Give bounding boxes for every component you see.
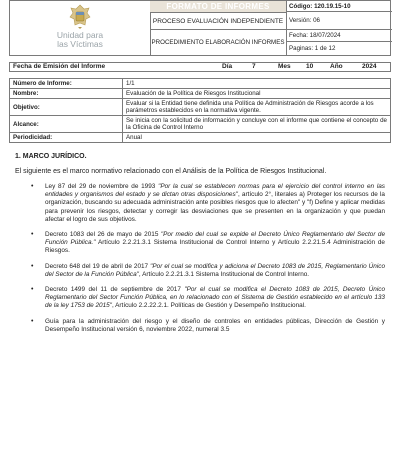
table-row <box>10 99 391 116</box>
info-key: Objetivo: <box>10 99 123 116</box>
info-value: Evaluar si la Entidad tiene definida una Política de Administración de Riesgos acorde a los parámetros establecidos en la normativa vigente. <box>123 99 391 116</box>
day-value: 7 <box>252 63 256 70</box>
list-item <box>9 231 393 256</box>
legal-framework-list <box>9 183 393 334</box>
logo-wordmark <box>10 31 150 49</box>
info-key: Número de Informe: <box>10 79 123 89</box>
list-item <box>9 286 393 311</box>
law-detail: , Artículo 2.2.22.2.1. Políticas de Gestión y Desempeño Institucional. <box>111 302 306 310</box>
bullet-glyph: • <box>31 262 34 270</box>
law-quote: "Por medio del cual se expide el Decreto Único Reglamentario del Sector de Función Pública." <box>45 231 385 247</box>
law-lead: Ley 87 del 29 de noviembre de 1993 <box>45 183 159 190</box>
section-heading: 1. MARCO JURÍDICO. <box>15 153 87 160</box>
year-value: 2024 <box>362 63 377 70</box>
month-value: 10 <box>306 63 314 70</box>
doc-version: Versión: 06 <box>286 12 392 30</box>
info-value: Anual <box>123 133 391 143</box>
law-lead: Guía para la administración del riesgo y el diseño de controles en entidades públicas, Dirección de Gestión y Desempeño Institucional versión 6, noviembre 2022, numeral 3.5 <box>45 317 385 333</box>
coat-of-arms-logo <box>60 4 100 30</box>
info-value: Se inicia con la solicitud de información y concluye con el informe que contiene el concepto de la Oficina de Control Interno <box>123 116 391 133</box>
logo-cell <box>10 1 151 55</box>
doc-pages: Paginas: 1 de 12 <box>289 45 336 52</box>
table-row <box>10 89 391 99</box>
info-key: Nombre: <box>10 89 123 99</box>
doc-date: Fecha: 18/07/2024 <box>286 30 392 42</box>
bullet-glyph: • <box>31 231 34 239</box>
law-quote: "Por el cual se modifica el Decreto 1083 de 2015, Decreto Único Reglamentario del Sector Función Pública, en lo relacionado con el Sistema de Gestión establecido en el artículo 133 de la ley 1753 de 2015" <box>45 286 385 310</box>
info-value: Evaluación de la Política de Riesgos Institucional <box>123 89 391 99</box>
law-detail: , artículo 2°, literales a) Proteger los recursos de la organización, buscando su adecuada administración ante posibles riesgos que lo afecten" y "f) Define y aplicar medidas para prevenir los riesgos, detectar y corregir las desviaciones que se presenten en la organización y que puedan afectar el logro de sus objetivos. <box>45 191 385 223</box>
law-lead: Decreto 1083 del 26 de mayo de 2015 <box>45 231 161 239</box>
logo-line-2: las Víctimas <box>57 39 103 49</box>
list-item <box>9 318 393 334</box>
info-key: Alcance: <box>10 116 123 133</box>
intro-paragraph: El siguiente es el marco normativo relacionado con el Análisis de la Política de Riesgos Institucional. <box>15 168 327 175</box>
procedure-name: PROCEDIMIENTO ELABORACIÓN INFORMES <box>151 39 285 46</box>
document-page <box>9 0 393 341</box>
emission-date-row <box>9 62 391 72</box>
report-info-table <box>9 78 391 143</box>
list-item <box>9 183 393 224</box>
bullet-glyph: • <box>31 317 34 325</box>
bullet-glyph: • <box>31 286 34 294</box>
table-row <box>10 116 391 133</box>
day-label: Día <box>222 63 233 70</box>
year-label: Año <box>330 63 343 70</box>
month-label: Mes <box>278 63 291 70</box>
law-quote: "Por el cual se modifica y adiciona el Decreto 1083 de 2015, Reglamentario Único del Sector de la Función Pública" <box>45 262 386 278</box>
doc-code: Código: 120.19.15-10 <box>286 1 392 12</box>
law-quote: "Por la cual se establecen normas para el ejercicio del control interno en las entidades y organismos del estado y se dictan otras disposiciones" <box>45 183 385 199</box>
info-value: 1/1 <box>123 79 391 89</box>
law-lead: Decreto 1499 del 11 de septiembre de 2017 <box>45 286 185 294</box>
law-detail: , Artículo 2.2.21.3.1 Sistema Institucional de Control Interno. <box>138 270 310 278</box>
header-right <box>286 1 392 55</box>
format-title: FORMATO DE INFORMES <box>150 1 286 12</box>
bullet-glyph: • <box>31 183 34 190</box>
table-row <box>10 133 391 143</box>
process-name: PROCESO EVALUACIÓN INDEPENDIENTE <box>150 12 286 30</box>
info-key: Periodicidad: <box>10 133 123 143</box>
document-header <box>9 0 391 56</box>
logo-line-1: Unidad para <box>56 30 104 40</box>
header-middle <box>150 1 287 55</box>
list-item <box>9 263 393 279</box>
law-detail: Artículo 2.2.21.3.1 Sistema Institucional de Control Interno y Artículo 2.2.21.5.4 Administración de Riesgos. <box>45 239 385 255</box>
table-row <box>10 79 391 89</box>
law-lead: Decreto 648 del 19 de abril de 2017 <box>45 262 151 270</box>
emission-label: Fecha de Emisión del Informe <box>13 63 106 70</box>
